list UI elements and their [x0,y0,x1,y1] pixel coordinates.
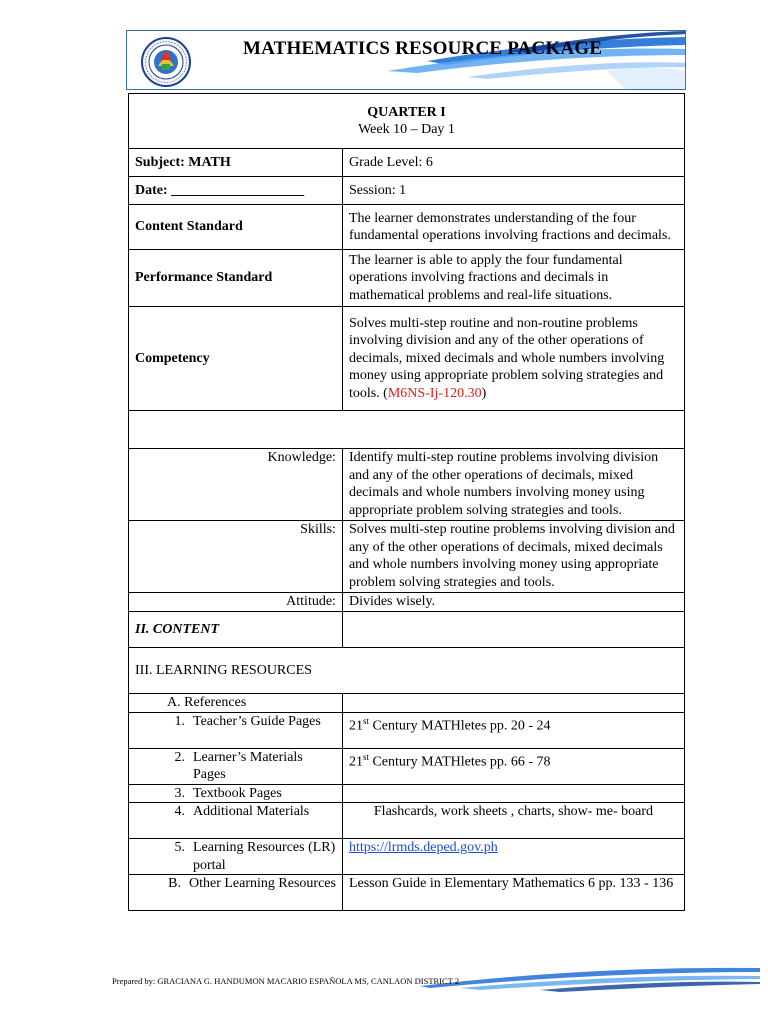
resource-num-2: 2. [174,749,185,765]
other-resources-letter: B. [168,876,181,891]
resource-num-1: 1. [174,713,185,729]
attitude-row [129,593,685,612]
learning-resources-label: III. LEARNING RESOURCES [129,648,685,694]
resource-row-4 [129,803,685,839]
performance-standard-text: The learner is able to apply the four fundamental operations involving fractions and decimals in mathematical problems and real-life situations. [342,250,684,307]
resource-value-1: 21st Century MATHletes pp. 20 - 24 [342,712,684,748]
resource-row-2 [129,748,685,784]
learning-resources-row [129,648,685,694]
skills-label: Skills: [129,521,343,593]
date-field: Date: ___________________ [129,177,343,205]
resource-row-1 [129,712,685,748]
resource-num-4: 4. [174,804,185,819]
resource-label-4: Additional Materials [193,804,310,819]
resource-label-1: Teacher’s Guide Pages [193,713,321,729]
subject-label: Subject: MATH [129,149,343,177]
resource-label-3: Textbook Pages [193,785,282,801]
content-standard-text: The learner demonstrates understanding of the four fundamental operations involving fractions and decimals. [342,205,684,250]
content-row [129,612,685,648]
prepared-by-footer: Prepared by: GRACIANA G. HANDUMON MACARIO ESPAÑOLA MS, CANLAON DISTRICT 2 [112,976,460,986]
performance-standard-row [129,250,685,307]
competency-close-paren: ) [481,385,487,401]
references-label: References [184,695,247,710]
resource-num-3: 3. [174,785,185,801]
content-label: II. CONTENT [129,612,343,648]
references-letter: A. [167,695,181,710]
objectives-blank-row [129,411,685,449]
performance-standard-label: Performance Standard [129,250,343,307]
resource-row-3 [129,784,685,803]
competency-row [129,307,685,411]
resource-row-5 [129,839,685,875]
other-resources-label: Other Learning Resources [189,876,336,891]
document-title: MATHEMATICS RESOURCE PACKAGE [243,38,603,59]
competency-code: M6NS-Ij-120.30 [387,385,482,401]
skills-text: Solves multi-step routine problems involving division and any of the other operations of decimals, mixed decimals and whole numbers involving money using appropriate problem solving strategies and tools. [342,521,684,593]
attitude-text: Divides wisely. [342,593,684,612]
content-standard-row [129,205,685,250]
competency-text: Solves multi-step routine and non-routine problems involving division and any of the other operations of decimals, mixed decimals and whole numbers involving money using appropriate problem solving strategies and tools. ( [348,315,665,401]
week-day-label: Week 10 – Day 1 [358,122,455,137]
lesson-plan-table [128,93,685,911]
knowledge-label: Knowledge: [129,449,343,521]
header-banner [126,30,686,90]
subject-row [129,149,685,177]
other-resources-row [129,875,685,911]
knowledge-text: Identify multi-step routine problems involving division and any of the other operations of decimals, mixed decimals and whole numbers involving money using appropriate problem solving strategies and tools. [342,449,684,521]
quarter-row [129,94,685,149]
session-label: Session: 1 [342,177,684,205]
competency-label: Competency [129,307,343,411]
resource-num-5: 5. [174,840,185,855]
content-standard-label: Content Standard [129,205,343,250]
footer-swoosh-graphic [420,962,760,992]
skills-row [129,521,685,593]
resource-value-4: Flashcards, work sheets , charts, show- me- board [342,803,684,839]
other-resources-value: Lesson Guide in Elementary Mathematics 6 pp. 133 - 136 [342,875,684,911]
deped-seal-icon [140,36,192,88]
date-row [129,177,685,205]
grade-level: Grade Level: 6 [342,149,684,177]
attitude-label: Attitude: [129,593,343,612]
competency-cell [342,307,684,411]
resource-label-2: Learner’s Materials Pages [193,749,303,782]
references-row [129,694,685,713]
resource-value-2: 21st Century MATHletes pp. 66 - 78 [342,748,684,784]
lrmds-portal-link[interactable]: https://lrmds.deped.gov.ph [348,840,498,855]
resource-label-5: Learning Resources (LR) portal [193,840,336,873]
knowledge-row [129,449,685,521]
quarter-title: QUARTER I [367,104,446,120]
